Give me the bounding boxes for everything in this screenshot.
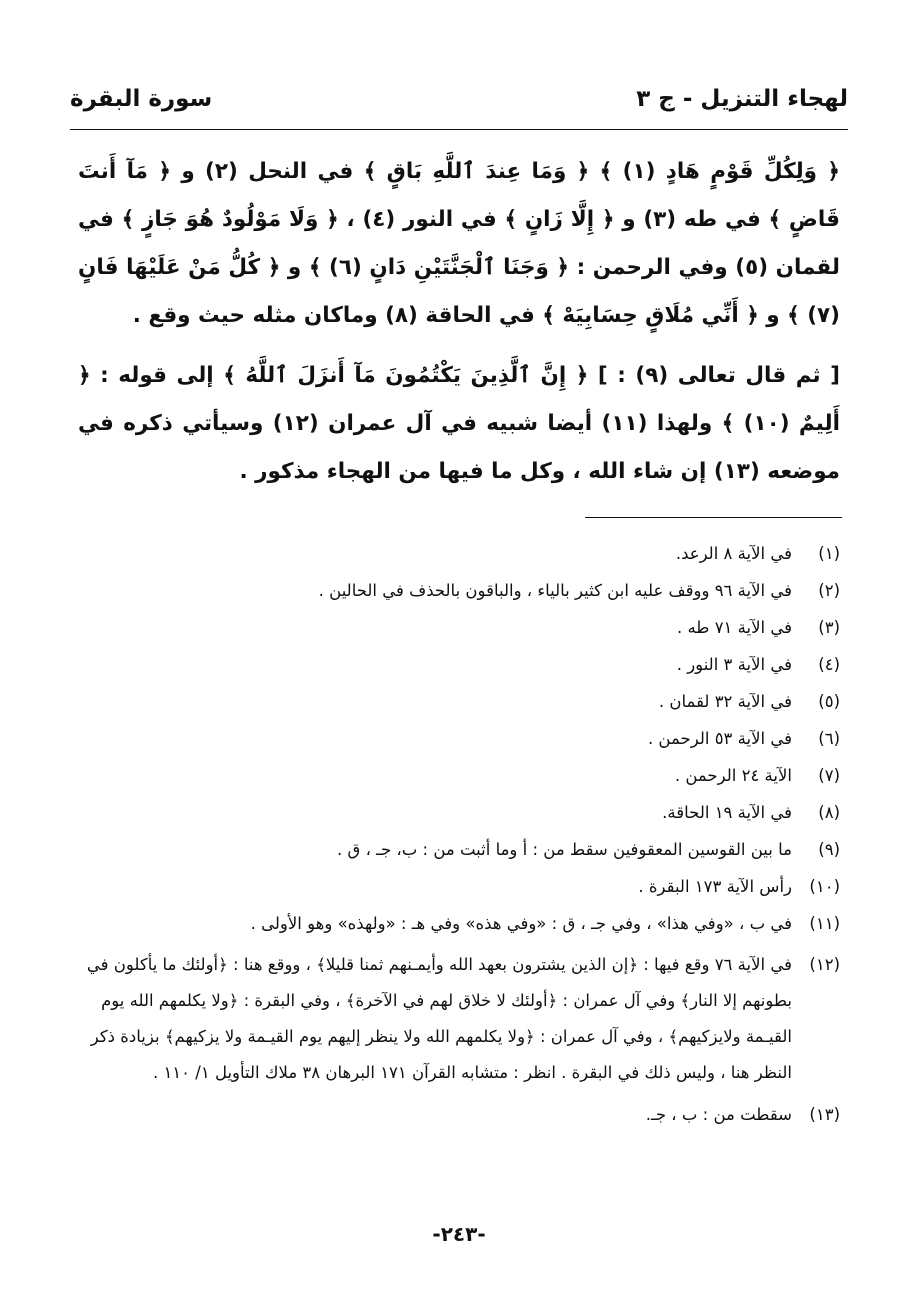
- header-rule: [70, 129, 848, 130]
- footnote-number: (١٢): [809, 955, 840, 974]
- paragraph-1: ﴿ وَلِكُلِّ قَوْمٍ هَادٍ (١) ﴾ ﴿ وَمَا عِندَ ٱللَّهِ بَاقٍ ﴾ في النحل (٢) و ﴿ مَآ أَنتَ قَاضٍ ﴾ في طه (٣) و ﴿ إِلَّا زَانٍ ﴾ في النور (٤) ، ﴿ وَلَا مَوْلُودٌ هُوَ جَازٍ ﴾ في لقمان (٥) وفي الرحمن : ﴿ وَجَنَا ٱلْجَنَّتَيْنِ دَانٍ (٦) ﴾ و ﴿ كُلُّ مَنْ عَلَيْهَا فَانٍ (٧) ﴾ و ﴿ أَنِّي مُلَاقٍ حِسَابِيَهْ ﴾ في الحاقة (٨) وماكان مثله حيث وقع .: [78, 159, 840, 328]
- footnote-text: في الآية ٣٢ لقمان .: [658, 692, 792, 711]
- page-number: -٢٤٣-: [432, 1222, 486, 1246]
- footnote-6: [60, 725, 840, 752]
- footnote-10: [60, 873, 840, 900]
- running-header: [70, 80, 848, 130]
- footnote-text: في الآية ٩٦ ووقف عليه ابن كثير بالياء ، والباقون بالحذف في الحالين .: [318, 581, 792, 600]
- footnote-11: [60, 910, 840, 937]
- footnote-8: [60, 799, 840, 826]
- footnote-12: [60, 947, 840, 1091]
- footnote-9: [60, 836, 840, 863]
- footnote-number: (٩): [818, 840, 840, 859]
- footnote-text: في الآية ٧٦ وقع فيها : ﴿إن الذين يشترون بعهد الله وأيمـنهم ثمنا قليلا﴾ ، ووقع هنا : ﴿أولئك ما يأكلون في بطونهم إلا النار﴾ وفي آل عمران : ﴿أولئك لا خلاق لهم في الآخرة﴾ ، وفي البقرة : ﴿ولا يكلمهم الله يوم القيـمة ولايزكيهم﴾ ، وفي آل عمران : ﴿ولا يكلمهم الله ولا ينظر إليهم يوم القيـمة ولا يزكيهم﴾ بزيادة ذكر النظر هنا ، وليس ذلك في البقرة . انظر : متشابه القرآن ١٧١ البرهان ٣٨ ملاك التأويل ١/ ١١٠ .: [86, 955, 792, 1082]
- footnote-5: [60, 688, 840, 715]
- footnote-number: (٣): [818, 618, 840, 637]
- footnote-text: في الآية ١٩ الحاقة.: [662, 803, 792, 822]
- footnote-4: [60, 651, 840, 678]
- footnote-text: في ب ، «وفي هذا» ، وفي جـ ، ق : «وفي هذه» وفي هـ : «ولهذه» وهو الأولى .: [250, 914, 792, 933]
- footnote-3: [60, 614, 840, 641]
- footnote-text: الآية ٢٤ الرحمن .: [674, 766, 792, 785]
- footnote-text: في الآية ٨ الرعد.: [675, 544, 792, 563]
- footnote-number: (٧): [818, 766, 840, 785]
- main-text: [78, 148, 840, 496]
- footnote-number: (١٣): [809, 1105, 840, 1124]
- paragraph-2: [ ثم قال تعالى (٩) : ] ﴿ إِنَّ ٱلَّذِينَ يَكْتُمُونَ مَآ أَنزَلَ ٱللَّهُ ﴾ إلى قوله : ﴿ أَلِيمٌ (١٠) ﴾ ولهذا (١١) أيضا شبيه في آل عمران (١٢) وسيأتي ذكره في موضعه (١٣) إن شاء الله ، وكل ما فيها من الهجاء مذكور .: [78, 363, 840, 484]
- footnote-text: في الآية ٥٣ الرحمن .: [647, 729, 792, 748]
- footnote-number: (٥): [818, 692, 840, 711]
- footnote-1: [60, 540, 840, 567]
- footnote-separator: [585, 517, 842, 518]
- footnote-13: [60, 1101, 840, 1128]
- footnote-7: [60, 762, 840, 789]
- footnote-number: (١): [818, 544, 840, 563]
- footnote-number: (٨): [818, 803, 840, 822]
- footnote-number: (٦): [818, 729, 840, 748]
- footnote-number: (٤): [818, 655, 840, 674]
- book-title: لهجاء التنزيل - ج ٣: [636, 86, 848, 112]
- footnote-text: في الآية ٣ النور .: [676, 655, 792, 674]
- footnotes: [60, 540, 840, 1138]
- footnote-number: (١١): [809, 914, 840, 933]
- footnote-text: في الآية ٧١ طه .: [676, 618, 792, 637]
- footnote-2: [60, 577, 840, 604]
- footnote-text: سقطت من : ب ، جـ.: [645, 1105, 792, 1124]
- footnote-text: ما بين القوسين المعقوفين سقط من : أ وما أثبت من : ب، جـ ، ق .: [337, 840, 792, 859]
- footnote-number: (١٠): [809, 877, 840, 896]
- footnote-text: رأس الآية ١٧٣ البقرة .: [638, 877, 792, 896]
- footnote-number: (٢): [818, 581, 840, 600]
- surah-title: سورة البقرة: [70, 86, 213, 112]
